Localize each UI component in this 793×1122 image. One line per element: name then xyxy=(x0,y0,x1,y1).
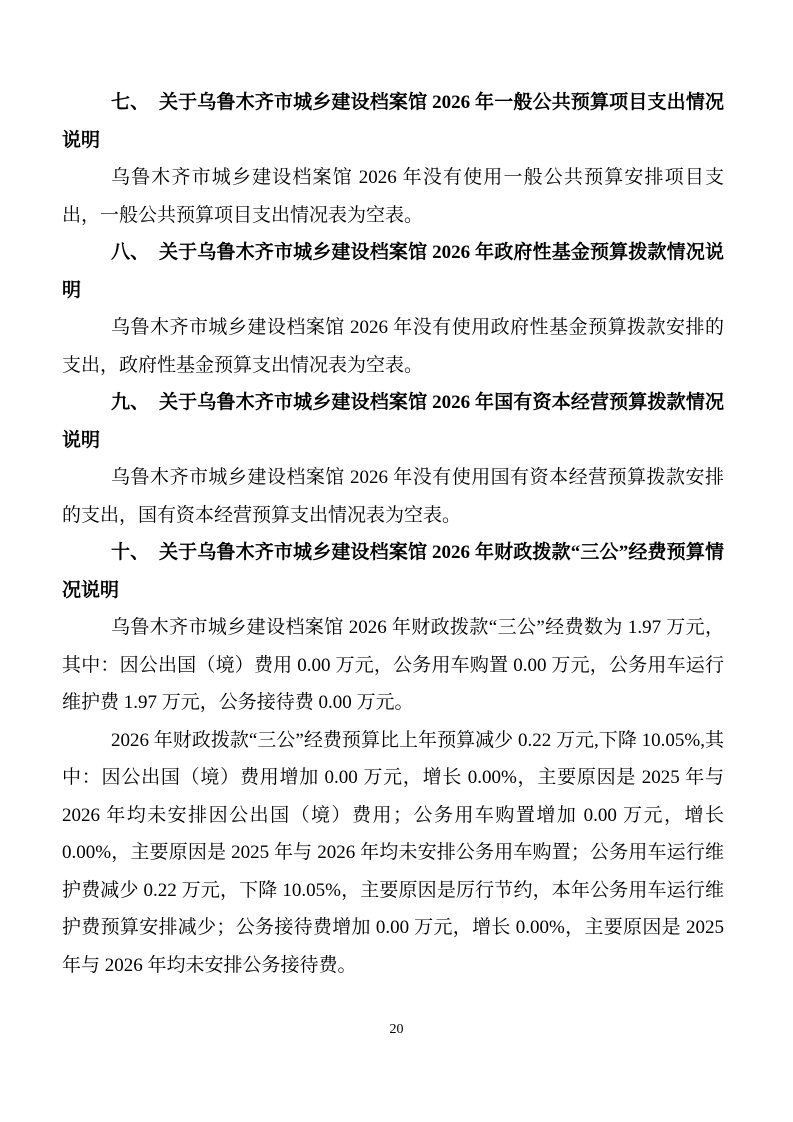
section-7-paragraph: 乌鲁木齐市城乡建设档案馆 2026 年没有使用一般公共预算安排项目支出，一般公共预算项目支出情况表为空表。 xyxy=(62,167,724,226)
section-8-paragraph: 乌鲁木齐市城乡建设档案馆 2026 年没有使用政府性基金预算拨款安排的支出，政府性基金预算支出情况表为空表。 xyxy=(62,317,724,376)
section-10-heading: 十、 关于乌鲁木齐市城乡建设档案馆 2026 年财政拨款“三公”经费预算情况说明 xyxy=(62,542,724,601)
document-body xyxy=(62,84,724,984)
section-10-paragraph-2: 2026 年财政拨款“三公”经费预算比上年预算减少 0.22 万元,下降 10.05%,其中：因公出国（境）费用增加 0.00 万元，增长 0.00%，主要原因是 2025 年与 2026 年均未安排因公出国（境）费用；公务用车购置增加 0.00 万元，增长 0.00%，主要原因是 2025 年与 2026 年均未安排公务用车购置；公务用车运行维护费减少 0.22 万元，下降 10.05%，主要原因是厉行节约，本年公务用车运行维护费预算安排减少；公务接待费增加 0.00 万元，增长 0.00%，主要原因是 2025 年与 2026 年均未安排公务接待费。 xyxy=(62,729,724,976)
page-number: 20 xyxy=(389,1022,404,1037)
page-footer xyxy=(0,1020,793,1040)
section-9-heading: 九、 关于乌鲁木齐市城乡建设档案馆 2026 年国有资本经营预算拨款情况说明 xyxy=(62,392,724,451)
section-7-heading: 七、 关于乌鲁木齐市城乡建设档案馆 2026 年一般公共预算项目支出情况说明 xyxy=(62,92,724,151)
section-10-paragraph-1: 乌鲁木齐市城乡建设档案馆 2026 年财政拨款“三公”经费数为 1.97 万元，其中：因公出国（境）费用 0.00 万元，公务用车购置 0.00 万元，公务用车运行维护费 1.97 万元，公务接待费 0.00 万元。 xyxy=(62,617,724,713)
section-9-paragraph: 乌鲁木齐市城乡建设档案馆 2026 年没有使用国有资本经营预算拨款安排的支出，国有资本经营预算支出情况表为空表。 xyxy=(62,467,724,526)
section-8-heading: 八、 关于乌鲁木齐市城乡建设档案馆 2026 年政府性基金预算拨款情况说明 xyxy=(62,242,724,301)
